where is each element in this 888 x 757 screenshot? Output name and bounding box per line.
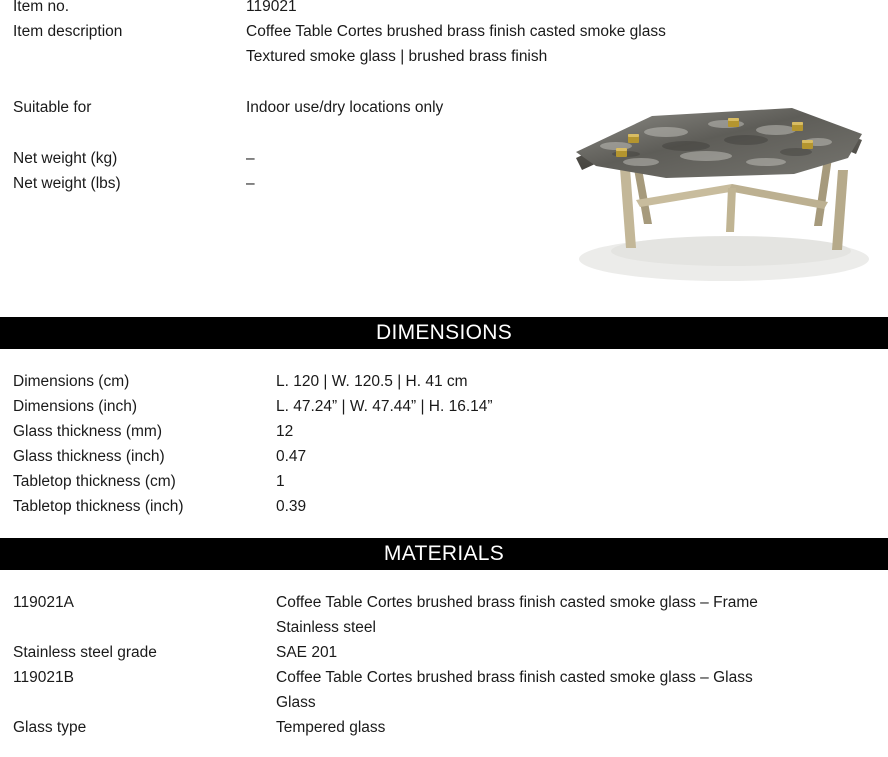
spec-value-line: 119021: [246, 0, 297, 15]
spec-label: Tabletop thickness (inch): [13, 498, 184, 515]
spec-label: Glass thickness (inch): [13, 448, 165, 465]
spec-value: 1: [276, 473, 285, 490]
spec-label: 119021B: [13, 669, 74, 686]
spec-value-line: –: [246, 150, 255, 167]
spec-row-dimensions-inch: [0, 394, 888, 419]
spec-value: [246, 0, 888, 19]
spec-value: L. 47.24” | W. 47.44” | H. 16.14”: [276, 398, 493, 415]
section-header-materials: MATERIALS: [0, 538, 888, 570]
spec-value-line: Stainless steel: [276, 619, 376, 636]
spec-label: Net weight (lbs): [13, 175, 121, 192]
product-photo: [556, 96, 886, 296]
section-header-dimensions: DIMENSIONS: [0, 317, 888, 349]
spec-value: SAE 201: [276, 644, 338, 661]
spec-row-item-description: [0, 19, 888, 69]
spec-label: 119021A: [13, 594, 74, 611]
spec-row-tabletop-thickness-inch: [0, 494, 888, 519]
spec-label: Item no.: [13, 0, 69, 15]
spec-value-line: Coffee Table Cortes brushed brass finish casted smoke glass – Frame: [276, 594, 758, 611]
spec-value-line: Coffee Table Cortes brushed brass finish casted smoke glass: [246, 23, 666, 40]
spec-value-line: Indoor use/dry locations only: [246, 99, 444, 116]
dimensions-block: [0, 369, 888, 519]
spec-row-material-frame: [0, 590, 888, 640]
spec-row-dimensions-cm: [0, 369, 888, 394]
spec-label: Stainless steel grade: [13, 644, 157, 661]
spec-value-line: Coffee Table Cortes brushed brass finish casted smoke glass – Glass: [276, 669, 753, 686]
spec-label: Item description: [13, 23, 123, 40]
spec-row-tabletop-thickness-cm: [0, 469, 888, 494]
spec-value: [276, 590, 888, 640]
materials-block: [0, 590, 888, 740]
spec-value-line: –: [246, 175, 255, 192]
spec-label: Glass type: [13, 719, 87, 736]
spec-value-line: Textured smoke glass | brushed brass finish: [246, 48, 548, 65]
spec-value: 0.47: [276, 448, 307, 465]
spec-value: L. 120 | W. 120.5 | H. 41 cm: [276, 373, 468, 390]
spec-label: Dimensions (cm): [13, 373, 130, 390]
spec-row-stainless-steel-grade: [0, 640, 888, 665]
spec-value: Tempered glass: [276, 719, 386, 736]
spec-label: Tabletop thickness (cm): [13, 473, 176, 490]
spec-label: Net weight (kg): [13, 150, 118, 167]
spec-row-glass-thickness-mm: [0, 419, 888, 444]
spec-value: [246, 19, 888, 69]
spec-row-glass-type: [0, 715, 888, 740]
spec-label: Glass thickness (mm): [13, 423, 162, 440]
spec-row-glass-thickness-inch: [0, 444, 888, 469]
spec-value: [276, 665, 888, 715]
spec-row-item-no: [0, 0, 888, 19]
spacer: [0, 69, 888, 95]
spec-label: Dimensions (inch): [13, 398, 138, 415]
spec-row-material-glass: [0, 665, 888, 715]
spec-value: 12: [276, 423, 294, 440]
spec-value-line: Glass: [276, 694, 316, 711]
spec-label: Suitable for: [13, 99, 92, 116]
spec-value: 0.39: [276, 498, 307, 515]
